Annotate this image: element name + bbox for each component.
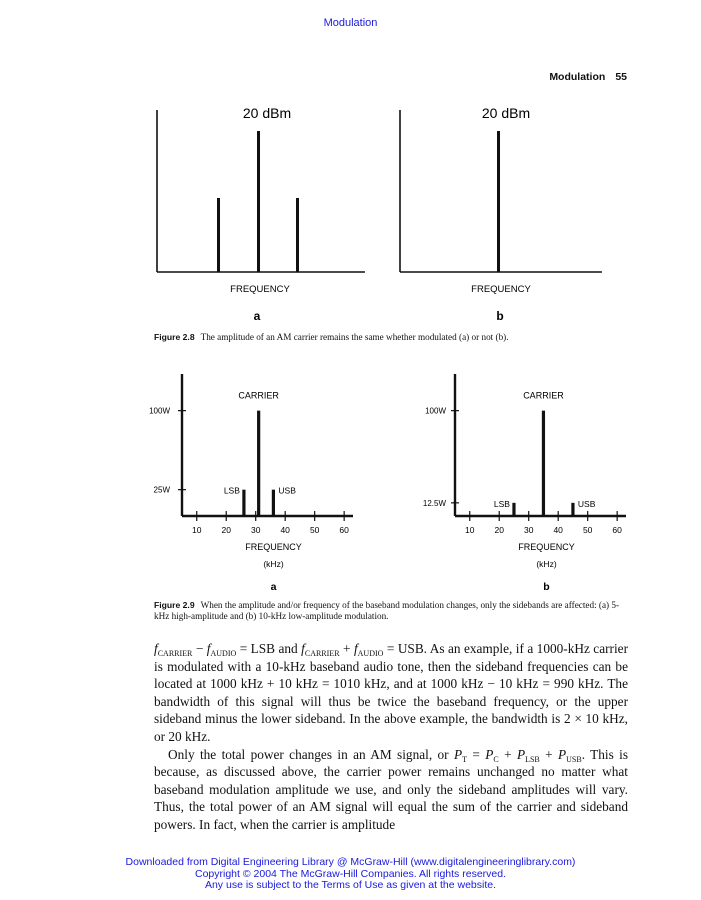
fig29a-x-tick-label: 40 <box>280 525 290 535</box>
math-p: P <box>485 746 494 762</box>
body-paragraph-1 <box>154 640 628 746</box>
math-f: f <box>154 641 158 656</box>
fig29b-carrier-bar <box>542 411 545 516</box>
figure-2-8-caption-text: The amplitude of an AM carrier remains the same whether modulated (a) or not (b). <box>200 332 509 342</box>
fig29b-usb-label: USB <box>577 498 596 509</box>
fig29b-y-tick-label: 100W <box>425 406 446 416</box>
fig29a-x-tick-label: 20 <box>221 525 231 535</box>
math-p: P <box>453 746 463 762</box>
page-number: 55 <box>615 71 627 83</box>
fig29b-axis-label: FREQUENCY <box>518 542 575 552</box>
fig29a-usb-label: USB <box>278 485 296 496</box>
math-f: f <box>301 641 305 656</box>
fig28a-panel-label: a <box>253 309 261 323</box>
fig28a-axis-label: FREQUENCY <box>230 284 290 295</box>
math-f: f <box>206 641 211 656</box>
fig29b-panel-label: b <box>543 581 550 593</box>
math-subscript: T <box>462 754 467 764</box>
fig29b-y-tick-label: 12.5W <box>422 498 446 508</box>
fig29a-lsb-label: LSB <box>223 485 240 496</box>
fig29a-y-tick-label: 100W <box>149 406 170 416</box>
math-subscript: C <box>493 754 499 764</box>
math-op: + <box>498 746 517 762</box>
math-subscript: LSB <box>525 754 540 764</box>
fig29a-x-tick-label: 30 <box>250 525 261 535</box>
fig29a-x-tick-label: 60 <box>339 525 349 535</box>
footer-copyright-line: Copyright © 2004 The McGraw-Hill Companies. All rights reserved. <box>195 867 506 880</box>
fig29b-carrier-label: CARRIER <box>523 390 564 401</box>
body-text-span: Only the total power changes in an AM signal, or <box>168 746 454 762</box>
fig29a-carrier-label: CARRIER <box>238 390 279 401</box>
fig28b-panel-label: b <box>496 309 504 323</box>
fig28a-level-label: 20 dBm <box>242 105 292 121</box>
math-subscript: AUDIO <box>357 649 384 658</box>
fig29b-x-tick-label: 40 <box>553 525 563 535</box>
body-text-span: = LSB and <box>236 641 302 656</box>
footer-terms-line[interactable]: Any use is subject to the Terms of Use as given at the website. <box>204 879 497 891</box>
figure-2-9-caption <box>154 600 624 622</box>
math-p: P <box>516 746 526 762</box>
figure-2-9-caption-label: Figure 2.9 <box>154 600 195 610</box>
fig29b-axis-unit: (kHz) <box>536 559 557 569</box>
fig29a-panel-label: a <box>270 581 277 593</box>
math-subscript: AUDIO <box>210 649 237 658</box>
body-text-span: = USB. As an example, if a 1000-kHz carrier is modulated with a 10-kHz baseband audio tone, then the sideband frequencies can be located at 1000 kHz + 10 kHz = 1010 kHz, and at 1000 kHz − 10 kHz = 990 kHz. The bandwidth of this signal will thus be twice the baseband frequency, or the upper sideband minus the lower sideband. In the above example, the bandwidth is 2 × 10 kHz, or 20 kHz. <box>154 641 628 744</box>
fig29b-x-tick-label: 20 <box>494 525 504 535</box>
fig29b-usb-bar <box>571 503 574 516</box>
figure-2-8-caption-label: Figure 2.8 <box>154 332 195 342</box>
fig29a-x-tick-label: 50 <box>309 525 320 535</box>
fig29a-lsb-bar <box>242 490 245 516</box>
fig29b-x-tick-label: 60 <box>612 525 622 535</box>
fig29b-lsb-label: LSB <box>493 498 510 509</box>
fig29a-x-tick-label: 10 <box>192 525 202 535</box>
footer-download-line[interactable]: Downloaded from Digital Engineering Library @ McGraw-Hill (www.digitalengineeringlibrary.com) <box>125 856 576 868</box>
fig29a-usb-bar <box>272 490 275 516</box>
footer <box>0 857 701 892</box>
math-op: + <box>539 746 558 762</box>
figure-2-9-caption-text: When the amplitude and/or frequency of the baseband modulation changes, only the sidebands are affected: (a) 5-kHz high-amplitude and (b) 10-kHz low-amplitude modulation. <box>154 600 620 621</box>
fig29a-axis-unit: (kHz) <box>263 559 284 569</box>
math-f: f <box>353 641 358 656</box>
math-op: = <box>466 746 486 762</box>
math-op: + <box>339 641 354 656</box>
body-text-span: . This is because, as discussed above, the carrier power remains unchanged no matter what baseband modulation amplitude we use, and only the sideband amplitudes will vary. Thus, the total power of an AM signal will equal the sum of the carrier and sideband powers. In fact, when the carrier is amplitude <box>154 746 629 832</box>
fig28b-level-label: 20 dBm <box>481 105 531 121</box>
fig29a-y-tick-label: 25W <box>153 485 170 495</box>
fig29a-carrier-bar <box>257 411 260 516</box>
math-subscript: USB <box>566 754 582 764</box>
top-banner: Modulation <box>323 17 378 29</box>
body-paragraph-2 <box>154 746 628 834</box>
math-op: − <box>192 641 207 656</box>
math-p: P <box>558 746 567 762</box>
fig29b-x-tick-label: 10 <box>465 525 475 535</box>
fig29b-lsb-bar <box>512 503 515 516</box>
math-subscript: CARRIER <box>304 649 340 658</box>
math-subscript: CARRIER <box>157 649 193 658</box>
fig29b-x-tick-label: 50 <box>582 525 593 535</box>
body-text <box>154 640 628 834</box>
fig29b-x-tick-label: 30 <box>523 525 534 535</box>
running-head-title: Modulation <box>549 71 606 83</box>
fig28b-axis-label: FREQUENCY <box>471 284 531 295</box>
fig29a-axis-label: FREQUENCY <box>245 542 302 552</box>
